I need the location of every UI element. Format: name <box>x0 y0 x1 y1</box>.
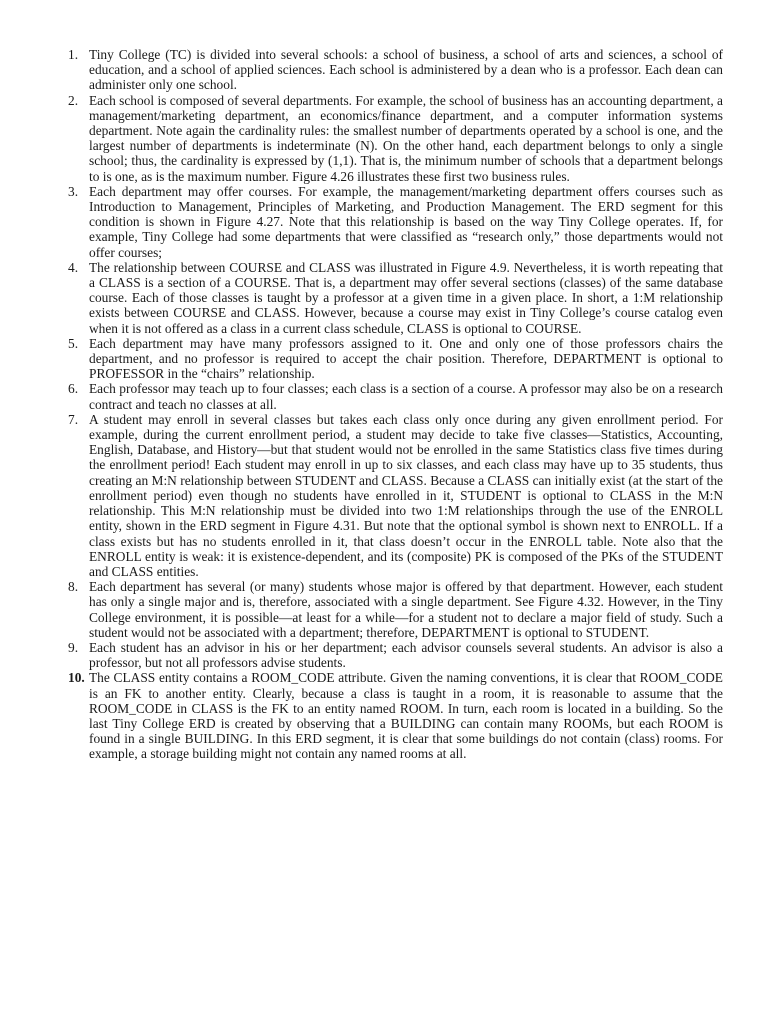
list-item-text: Each professor may teach up to four classes; each class is a section of a course. A professor may also be on a research contract and teach no classes at all. <box>89 381 723 412</box>
list-item-number: 10. <box>68 670 85 686</box>
list-item-number: 1. <box>68 47 79 62</box>
list-item-text: Each student has an advisor in his or her department; each advisor counsels several students. An advisor is also a professor, but not all professors advise students. <box>89 639 723 671</box>
list-item <box>68 260 723 336</box>
list-item <box>68 640 723 670</box>
list-item-text: Each department has several (or many) students whose major is offered by that department. However, each student has only a single major and is, therefore, associated with a single department. See Figure 4.32. However, in the Tiny College environment, it is possible—at least for a while—for a student not to declare a major field of study. Such a student would not be associated with a department; therefore, DEPARTMENT is optional to STUDENT. <box>89 579 723 640</box>
list-item-number: 4. <box>68 259 79 275</box>
list-item-number: 6. <box>68 381 79 397</box>
business-rules-list <box>68 47 723 762</box>
list-item-text: Each department may have many professors assigned to it. One and only one of those professors chairs the department, and no professor is required to accept the chair position. Therefore, DEPARTMENT is optional to PROFESSOR in the “chairs” relationship. <box>89 335 723 382</box>
list-item-text: The relationship between COURSE and CLASS was illustrated in Figure 4.9. Nevertheless, it is worth repeating that a CLASS is a section of a COURSE. That is, a department may offer several sections (classes) of the same database course. Each of those classes is taught by a professor at a given time in a given place. In short, a 1:M relationship exists between COURSE and CLASS. However, because a course may exist in Tiny College’s course catalog even when it is not offered as a class in a current class schedule, CLASS is optional to COURSE. <box>89 259 723 336</box>
list-item <box>68 93 723 184</box>
list-item <box>68 670 723 761</box>
list-item-text: Each department may offer courses. For example, the management/marketing department offers courses such as Introduction to Management, Principles of Marketing, and Production Management. The ERD segment for this condition is shown in Figure 4.27. Note that this relationship is based on the way Tiny College operates. If, for example, Tiny College had some departments that were classified as “research only,” those departments would not offer courses; <box>89 183 723 260</box>
list-item-text: The CLASS entity contains a ROOM_CODE attribute. Given the naming conventions, it is clear that ROOM_CODE is an FK to another entity. Clearly, because a class is taught in a room, it is reasonable to assume that the ROOM_CODE in CLASS is the FK to an entity named ROOM. In turn, each room is located in a building. So the last Tiny College ERD is created by observing that a BUILDING can contain many ROOMs, but each ROOM is found in a single BUILDING. In this ERD segment, it is clear that some buildings do not contain (class) rooms. For example, a storage building might not contain any named rooms at all. <box>89 670 723 762</box>
list-item-number: 9. <box>68 639 79 655</box>
list-item-text: Tiny College (TC) is divided into several schools: a school of business, a school of arts and sciences, a school of education, and a school of applied sciences. Each school is administered by a dean who is a professor. Each dean can administer only one school. <box>89 47 723 93</box>
list-item-number: 8. <box>68 579 79 595</box>
list-item-number: 7. <box>68 411 79 427</box>
list-item <box>68 381 723 411</box>
list-item-text: Each school is composed of several departments. For example, the school of business has an accounting department, a management/marketing department, an economics/finance department, and a computer information systems department. Note again the cardinality rules: the smallest number of departments operated by a school is one, and the largest number of departments is indeterminate (N). On the other hand, each department belongs to only a single school; thus, the cardinality is expressed by (1,1). That is, the minimum number of schools that a department belongs to is one, as is the maximum number. Figure 4.26 illustrates these first two business rules. <box>89 92 723 184</box>
list-item-number: 5. <box>68 335 79 351</box>
list-item <box>68 336 723 382</box>
list-item <box>68 47 723 93</box>
list-item-number: 2. <box>68 92 79 108</box>
list-item <box>68 184 723 260</box>
list-item-text: A student may enroll in several classes but takes each class only once during any given enrollment period. For example, during the current enrollment period, a student may decide to take five classes—Statistics, Accounting, English, Database, and History—but that student would not be enrolled in the same Statistics class five times during the enrollment period! Each student may enroll in up to six classes, and each class may have up to 35 students, thus creating an M:N relationship between STUDENT and CLASS. Because a CLASS can initially exist (at the start of the enrollment period) even though no students have enrolled in it, STUDENT is optional to CLASS in the M:N relationship. This M:N relationship must be divided into two 1:M relationships through the use of the ENROLL entity, shown in the ERD segment in Figure 4.31. But note that the optional symbol is shown next to ENROLL. If a class exists but has no students enrolled in it, that class doesn’t occur in the ENROLL table. Note also that the ENROLL entity is weak: it is existence-dependent, and its (composite) PK is composed of the PKs of the STUDENT and CLASS entities. <box>89 411 723 579</box>
list-item-number: 3. <box>68 183 79 199</box>
list-item <box>68 412 723 579</box>
list-item <box>68 579 723 640</box>
